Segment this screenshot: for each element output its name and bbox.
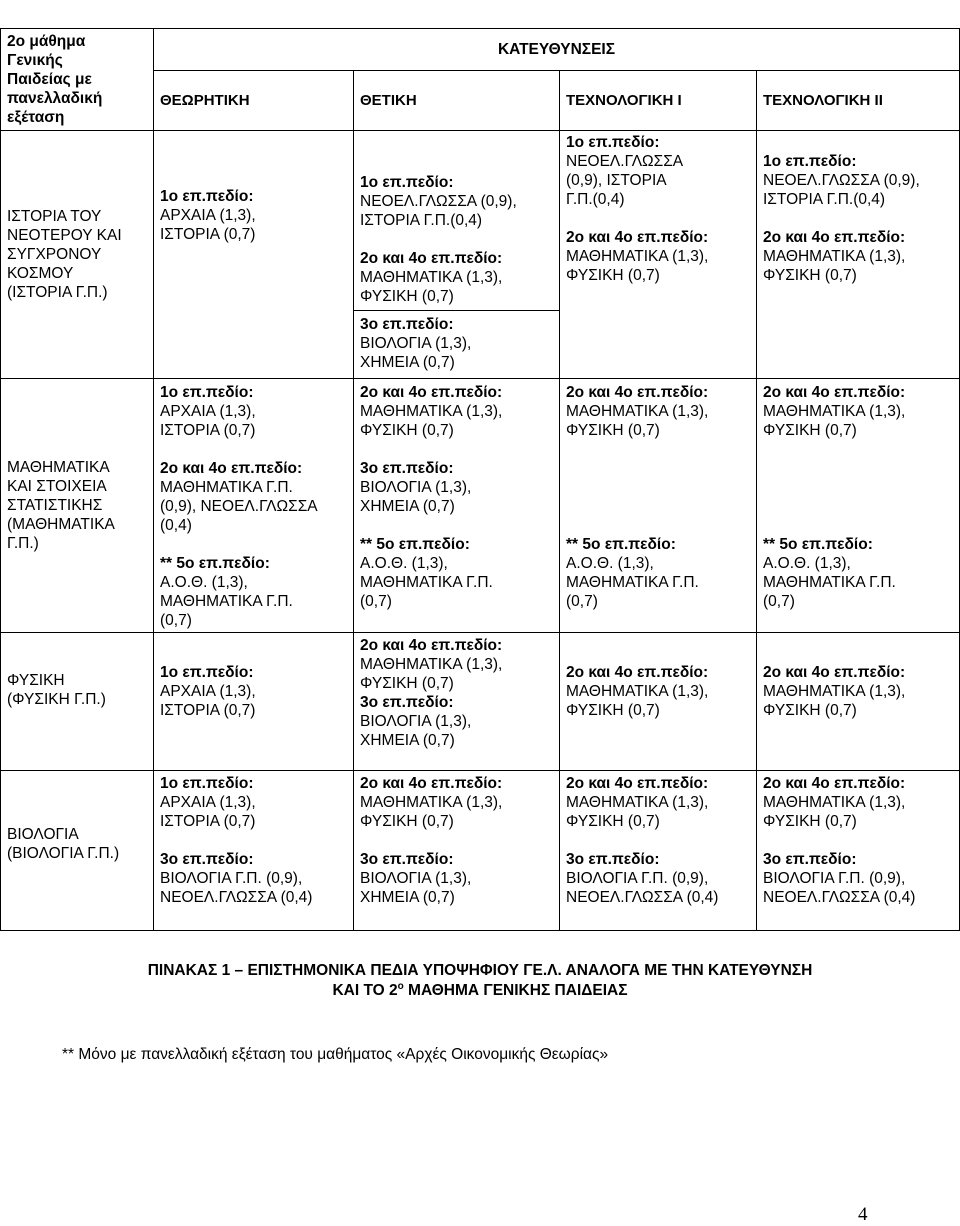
field-label: 1ο επ.πεδίο: bbox=[160, 664, 254, 681]
field-label: 2ο και 4ο επ.πεδίο: bbox=[566, 664, 709, 681]
field-line: ΜΑΘΗΜΑΤΙΚΑ (1,3), bbox=[566, 248, 709, 265]
field-line: ΦΥΣΙΚΗ (0,7) bbox=[763, 422, 857, 439]
field-line: ΝΕΟΕΛ.ΓΛΩΣΣΑ (0,9), bbox=[360, 193, 517, 210]
field-line: ΦΥΣΙΚΗ (0,7) bbox=[763, 267, 857, 284]
subject-line: (ΙΣΤΟΡΙΑ Γ.Π.) bbox=[7, 284, 108, 301]
header-corner-line: πανελλαδική bbox=[7, 90, 103, 107]
subject-line: ΣΤΑΤΙΣΤΙΚΗΣ bbox=[7, 497, 103, 514]
direction-tech2: ΤΕΧΝΟΛΟΓΙΚΗ ΙΙ bbox=[757, 71, 960, 131]
field-label: 2ο και 4ο επ.πεδίο: bbox=[763, 664, 906, 681]
cell-physics-tech2 bbox=[757, 633, 960, 771]
field-line: ΦΥΣΙΚΗ (0,7) bbox=[360, 675, 454, 692]
table-caption bbox=[0, 961, 960, 1001]
subject-maths bbox=[1, 379, 154, 633]
header-corner-line: Παιδείας με bbox=[7, 71, 92, 88]
field-line: ΜΑΘΗΜΑΤΙΚΑ Γ.Π. bbox=[160, 479, 293, 496]
direction-tech1: ΤΕΧΝΟΛΟΓΙΚΗ Ι bbox=[560, 71, 757, 131]
field-label: ** 5ο επ.πεδίο: bbox=[160, 555, 270, 572]
field-line: ΝΕΟΕΛ.ΓΛΩΣΣΑ (0,4) bbox=[763, 889, 916, 906]
caption-line-2-end: ΜΑΘΗΜΑ ΓΕΝΙΚΗΣ ΠΑΙΔΕΙΑΣ bbox=[403, 982, 628, 999]
field-line: (0,7) bbox=[566, 593, 598, 610]
field-line: ΦΥΣΙΚΗ (0,7) bbox=[566, 702, 660, 719]
field-line: ΦΥΣΙΚΗ (0,7) bbox=[566, 422, 660, 439]
subject-row-biology bbox=[1, 771, 960, 931]
field-label: 2ο και 4ο επ.πεδίο: bbox=[160, 460, 303, 477]
field-line: ΦΥΣΙΚΗ (0,7) bbox=[360, 422, 454, 439]
field-line: (0,9), ΙΣΤΟΡΙΑ bbox=[566, 172, 667, 189]
field-line: ΜΑΘΗΜΑΤΙΚΑ (1,3), bbox=[360, 656, 503, 673]
directions-title: ΚΑΤΕΥΘΥΝΣΕΙΣ bbox=[154, 29, 960, 71]
field-line: ΜΑΘΗΜΑΤΙΚΑ (1,3), bbox=[566, 403, 709, 420]
subject-line: ΙΣΤΟΡΙΑ ΤΟΥ bbox=[7, 208, 102, 225]
field-line: ΑΡΧΑΙΑ (1,3), bbox=[160, 794, 256, 811]
header-corner-line: εξέταση bbox=[7, 109, 65, 126]
field-label: 2ο και 4ο επ.πεδίο: bbox=[566, 229, 709, 246]
field-label: 2ο και 4ο επ.πεδίο: bbox=[360, 250, 503, 267]
field-line: (0,4) bbox=[160, 517, 192, 534]
field-line: (0,7) bbox=[360, 593, 392, 610]
cell-physics-theoretiki bbox=[154, 633, 354, 771]
field-line: ΙΣΤΟΡΙΑ Γ.Π.(0,4) bbox=[360, 212, 483, 229]
field-line: ΦΥΣΙΚΗ (0,7) bbox=[360, 288, 454, 305]
caption-line-2-start: ΚΑΙ ΤΟ 2 bbox=[332, 982, 398, 999]
field-line: ΜΑΘΗΜΑΤΙΚΑ (1,3), bbox=[360, 403, 503, 420]
field-label: 3ο επ.πεδίο: bbox=[360, 316, 454, 333]
field-line: ΜΑΘΗΜΑΤΙΚΑ (1,3), bbox=[566, 794, 709, 811]
field-line: ΑΡΧΑΙΑ (1,3), bbox=[160, 207, 256, 224]
field-label: 2ο και 4ο επ.πεδίο: bbox=[566, 775, 709, 792]
subject-line: ΒΙΟΛΟΓΙΑ bbox=[7, 826, 79, 843]
caption-superscript: ο bbox=[397, 980, 404, 992]
subject-line: ΜΑΘΗΜΑΤΙΚΑ bbox=[7, 459, 110, 476]
field-line: ΒΙΟΛΟΓΙΑ Γ.Π. (0,9), bbox=[566, 870, 709, 887]
field-label: 1ο επ.πεδίο: bbox=[763, 153, 857, 170]
field-label: 2ο και 4ο επ.πεδίο: bbox=[360, 384, 503, 401]
cell-maths-thetiki bbox=[354, 379, 560, 633]
caption-line-1: ΠΙΝΑΚΑΣ 1 – ΕΠΙΣΤΗΜΟΝΙΚΑ ΠΕΔΙΑ ΥΠΟΨΗΦΙΟΥ ΓΕ.Λ. ΑΝΑΛΟΓΑ ΜΕ ΤΗΝ ΚΑΤΕΥΘΥΝΣΗ bbox=[147, 962, 813, 979]
cell-physics-thetiki bbox=[354, 633, 560, 771]
field-line: ΧΗΜΕΙΑ (0,7) bbox=[360, 354, 455, 371]
field-label: 2ο και 4ο επ.πεδίο: bbox=[763, 229, 906, 246]
subject-history bbox=[1, 131, 154, 379]
cell-history-theoretiki bbox=[154, 131, 354, 379]
field-line: ΙΣΤΟΡΙΑ (0,7) bbox=[160, 422, 256, 439]
subject-line: ΚΟΣΜΟΥ bbox=[7, 265, 74, 282]
subject-physics bbox=[1, 633, 154, 771]
field-line: ΦΥΣΙΚΗ (0,7) bbox=[763, 813, 857, 830]
field-line: (0,7) bbox=[763, 593, 795, 610]
field-line: ΝΕΟΕΛ.ΓΛΩΣΣΑ (0,4) bbox=[160, 889, 313, 906]
subject-row-physics bbox=[1, 633, 960, 771]
field-line: ΜΑΘΗΜΑΤΙΚΑ (1,3), bbox=[763, 683, 906, 700]
footnote: ** Μόνο με πανελλαδική εξέταση του μαθήματος «Αρχές Οικονομικής Θεωρίας» bbox=[62, 1046, 609, 1063]
subject-row-history-a bbox=[1, 131, 960, 311]
subject-line: ΣΥΓΧΡΟΝΟΥ bbox=[7, 246, 102, 263]
field-line: Α.Ο.Θ. (1,3), bbox=[160, 574, 248, 591]
field-line: ΜΑΘΗΜΑΤΙΚΑ (1,3), bbox=[566, 683, 709, 700]
field-label: 2ο και 4ο επ.πεδίο: bbox=[360, 775, 503, 792]
field-label: 2ο και 4ο επ.πεδίο: bbox=[763, 384, 906, 401]
field-line: ΒΙΟΛΟΓΙΑ (1,3), bbox=[360, 335, 472, 352]
field-line: ΜΑΘΗΜΑΤΙΚΑ (1,3), bbox=[360, 794, 503, 811]
header-corner-line: 2ο μάθημα bbox=[7, 33, 86, 50]
field-line: ΑΡΧΑΙΑ (1,3), bbox=[160, 403, 256, 420]
field-line: ΜΑΘΗΜΑΤΙΚΑ (1,3), bbox=[763, 794, 906, 811]
field-line: ΒΙΟΛΟΓΙΑ (1,3), bbox=[360, 479, 472, 496]
field-line: ΦΥΣΙΚΗ (0,7) bbox=[566, 813, 660, 830]
cell-history-thetiki bbox=[354, 131, 560, 311]
cell-history-thetiki-3 bbox=[354, 311, 560, 379]
field-label: 2ο και 4ο επ.πεδίο: bbox=[763, 775, 906, 792]
cell-history-tech2 bbox=[757, 131, 960, 379]
field-label: 1ο επ.πεδίο: bbox=[160, 188, 254, 205]
field-line: ΦΥΣΙΚΗ (0,7) bbox=[566, 267, 660, 284]
field-label: 1ο επ.πεδίο: bbox=[160, 775, 254, 792]
field-label: ** 5ο επ.πεδίο: bbox=[360, 536, 470, 553]
subject-row-maths bbox=[1, 379, 960, 633]
field-label: 2ο και 4ο επ.πεδίο: bbox=[360, 637, 503, 654]
field-line: ΒΙΟΛΟΓΙΑ Γ.Π. (0,9), bbox=[160, 870, 303, 887]
caption-line-2 bbox=[0, 981, 960, 1001]
cell-maths-tech2 bbox=[757, 379, 960, 633]
header-corner-line: Γενικής bbox=[7, 52, 63, 69]
cell-biology-tech2 bbox=[757, 771, 960, 931]
cell-biology-tech1 bbox=[560, 771, 757, 931]
field-line: ΒΙΟΛΟΓΙΑ Γ.Π. (0,9), bbox=[763, 870, 906, 887]
subject-line: (ΒΙΟΛΟΓΙΑ Γ.Π.) bbox=[7, 845, 120, 862]
field-line: ΙΣΤΟΡΙΑ (0,7) bbox=[160, 813, 256, 830]
direction-theoretiki: ΘΕΩΡΗΤΙΚΗ bbox=[154, 71, 354, 131]
field-label: ** 5ο επ.πεδίο: bbox=[763, 536, 873, 553]
field-line: Γ.Π.(0,4) bbox=[566, 191, 625, 208]
fields-table bbox=[0, 28, 960, 931]
field-line: ΑΡΧΑΙΑ (1,3), bbox=[160, 683, 256, 700]
field-line: ΒΙΟΛΟΓΙΑ (1,3), bbox=[360, 870, 472, 887]
field-label: 3ο επ.πεδίο: bbox=[360, 460, 454, 477]
field-line: ΙΣΤΟΡΙΑ (0,7) bbox=[160, 226, 256, 243]
field-line: ΦΥΣΙΚΗ (0,7) bbox=[763, 702, 857, 719]
subject-line: Γ.Π.) bbox=[7, 535, 39, 552]
field-line: ΜΑΘΗΜΑΤΙΚΑ (1,3), bbox=[763, 403, 906, 420]
field-line: ΧΗΜΕΙΑ (0,7) bbox=[360, 889, 455, 906]
field-label: ** 5ο επ.πεδίο: bbox=[566, 536, 676, 553]
header-corner-cell bbox=[1, 29, 154, 131]
field-line: (0,9), ΝΕΟΕΛ.ΓΛΩΣΣΑ bbox=[160, 498, 318, 515]
cell-physics-tech1 bbox=[560, 633, 757, 771]
field-line: Α.Ο.Θ. (1,3), bbox=[566, 555, 654, 572]
field-line: ΙΣΤΟΡΙΑ (0,7) bbox=[160, 702, 256, 719]
cell-history-tech1 bbox=[560, 131, 757, 379]
field-label: 1ο επ.πεδίο: bbox=[566, 134, 660, 151]
field-line: Α.Ο.Θ. (1,3), bbox=[763, 555, 851, 572]
field-label: 1ο επ.πεδίο: bbox=[360, 174, 454, 191]
field-line: ΝΕΟΕΛ.ΓΛΩΣΣΑ bbox=[566, 153, 684, 170]
field-label: 3ο επ.πεδίο: bbox=[360, 851, 454, 868]
page-number: 4 bbox=[858, 1204, 868, 1225]
cell-biology-thetiki bbox=[354, 771, 560, 931]
cell-biology-theoretiki bbox=[154, 771, 354, 931]
field-label: 3ο επ.πεδίο: bbox=[160, 851, 254, 868]
field-label: 1ο επ.πεδίο: bbox=[160, 384, 254, 401]
field-line: ΙΣΤΟΡΙΑ Γ.Π.(0,4) bbox=[763, 191, 886, 208]
field-line: ΒΙΟΛΟΓΙΑ (1,3), bbox=[360, 713, 472, 730]
field-line: ΜΑΘΗΜΑΤΙΚΑ Γ.Π. bbox=[763, 574, 896, 591]
direction-thetiki: ΘΕΤΙΚΗ bbox=[354, 71, 560, 131]
field-line: ΜΑΘΗΜΑΤΙΚΑ Γ.Π. bbox=[160, 593, 293, 610]
field-label: 3ο επ.πεδίο: bbox=[566, 851, 660, 868]
field-line: ΦΥΣΙΚΗ (0,7) bbox=[360, 813, 454, 830]
cell-maths-tech1 bbox=[560, 379, 757, 633]
field-line: ΜΑΘΗΜΑΤΙΚΑ (1,3), bbox=[763, 248, 906, 265]
subject-line: ΦΥΣΙΚΗ bbox=[7, 672, 65, 689]
field-label: 3ο επ.πεδίο: bbox=[763, 851, 857, 868]
subject-line: (ΦΥΣΙΚΗ Γ.Π.) bbox=[7, 691, 106, 708]
field-line: ΝΕΟΕΛ.ΓΛΩΣΣΑ (0,9), bbox=[763, 172, 920, 189]
field-line: (0,7) bbox=[160, 612, 192, 629]
field-label: 2ο και 4ο επ.πεδίο: bbox=[566, 384, 709, 401]
subject-line: ΝΕΟΤΕΡΟΥ ΚΑΙ bbox=[7, 227, 122, 244]
field-line: ΜΑΘΗΜΑΤΙΚΑ (1,3), bbox=[360, 269, 503, 286]
subject-line: ΚΑΙ ΣΤΟΙΧΕΙΑ bbox=[7, 478, 107, 495]
field-line: ΜΑΘΗΜΑΤΙΚΑ Γ.Π. bbox=[566, 574, 699, 591]
subject-biology bbox=[1, 771, 154, 931]
field-line: ΧΗΜΕΙΑ (0,7) bbox=[360, 732, 455, 749]
subject-line: (ΜΑΘΗΜΑΤΙΚΑ bbox=[7, 516, 115, 533]
field-label: 3ο επ.πεδίο: bbox=[360, 694, 454, 711]
header-row-top bbox=[1, 29, 960, 71]
field-line: ΜΑΘΗΜΑΤΙΚΑ Γ.Π. bbox=[360, 574, 493, 591]
field-line: ΧΗΜΕΙΑ (0,7) bbox=[360, 498, 455, 515]
field-line: ΝΕΟΕΛ.ΓΛΩΣΣΑ (0,4) bbox=[566, 889, 719, 906]
field-line: Α.Ο.Θ. (1,3), bbox=[360, 555, 448, 572]
cell-maths-theoretiki bbox=[154, 379, 354, 633]
